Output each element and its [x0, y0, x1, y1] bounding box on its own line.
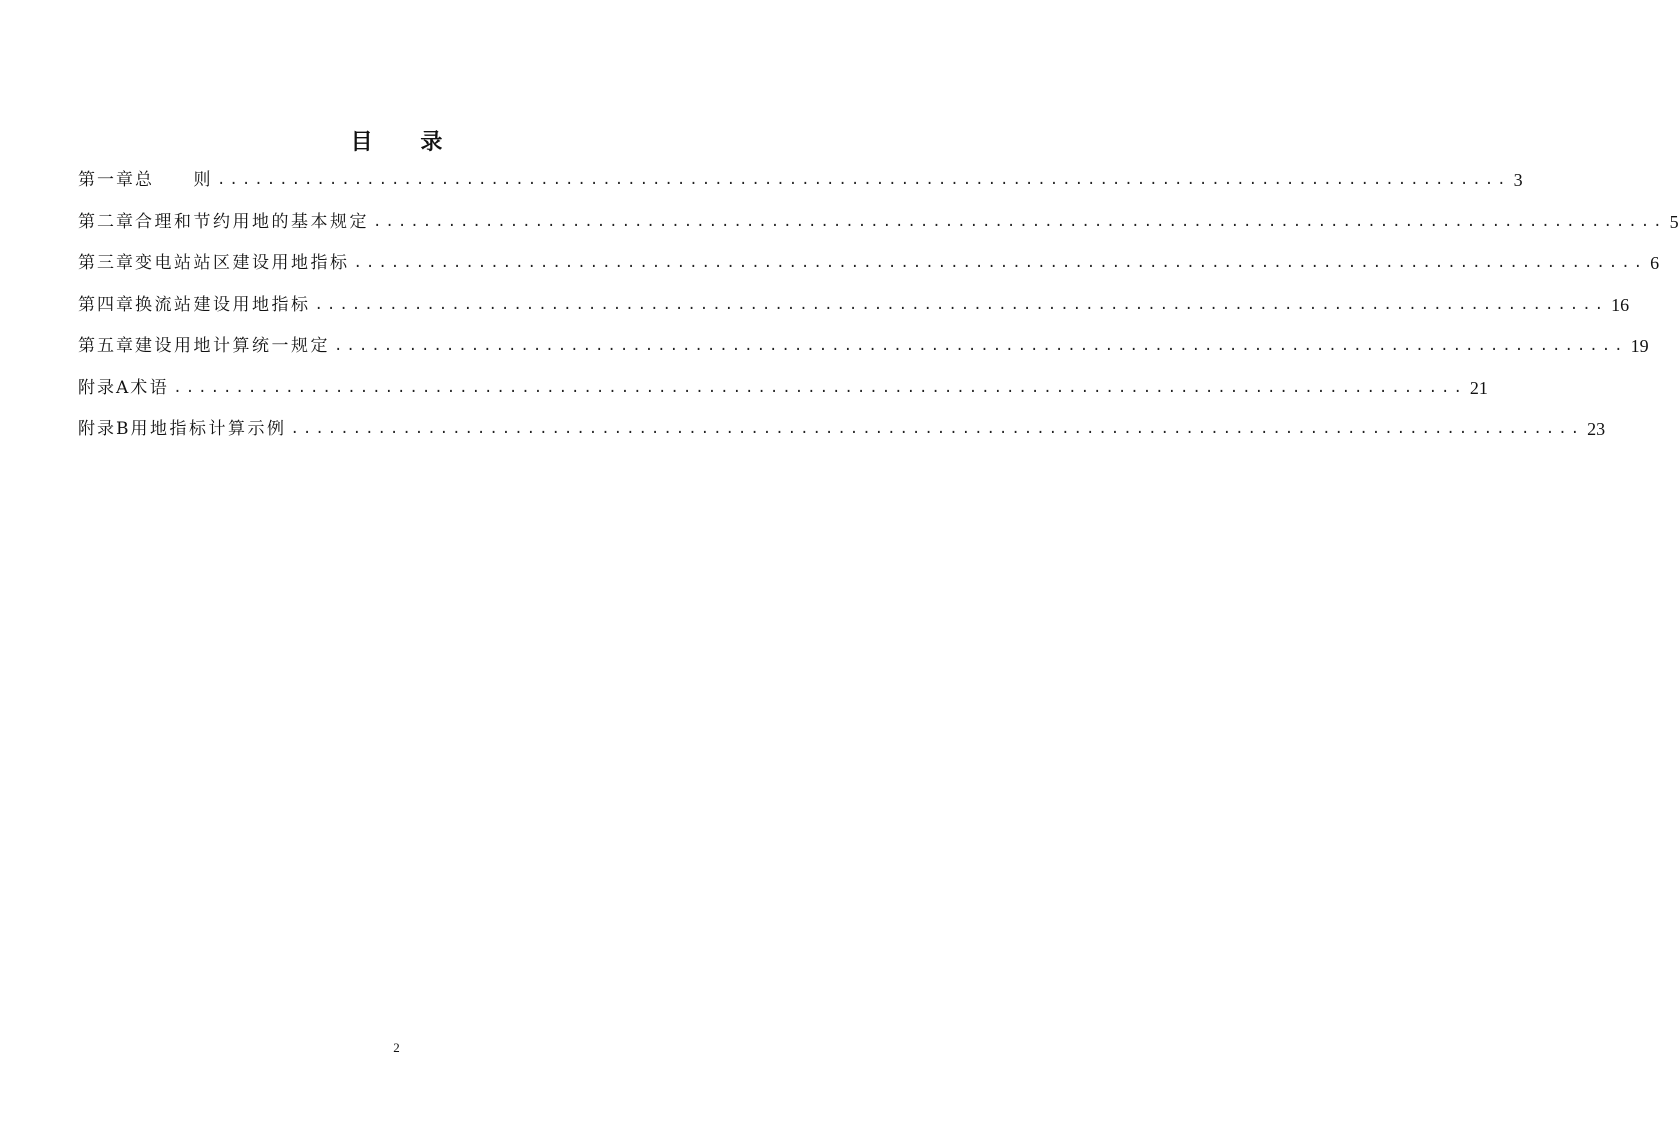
toc-chapter-label: 第四章	[78, 294, 135, 315]
toc-entry[interactable]	[78, 202, 1679, 244]
toc-chapter-label: 第五章	[78, 336, 135, 356]
toc-entry[interactable]	[78, 160, 1523, 202]
toc-page-number: 21	[1469, 377, 1488, 398]
toc-entry-title: 合理和节约用地的基本规定	[135, 211, 369, 232]
toc-entry[interactable]	[78, 326, 1649, 368]
toc-entry[interactable]	[78, 243, 1660, 285]
toc-entry-title: 变电站站区建设用地指标	[135, 253, 350, 273]
toc-leader-dots: ........................................................................................................	[353, 255, 1647, 271]
toc-page-number: 3	[1513, 170, 1523, 190]
toc-heading: 目 录	[350, 130, 463, 155]
table-of-contents	[78, 160, 1679, 451]
toc-entry-title: 用地指标计算示例	[130, 419, 287, 439]
page-number: 2	[393, 1040, 400, 1055]
toc-entry-title: 术语	[130, 377, 170, 398]
toc-chapter-label: 附录A	[78, 377, 131, 398]
toc-page-number: 6	[1650, 253, 1660, 273]
toc-entry-title: 建设用地计算统一规定	[135, 336, 330, 356]
toc-chapter-label: 第二章	[78, 211, 135, 232]
toc-entry-title: 总 则	[135, 170, 213, 190]
toc-page-number: 16	[1611, 294, 1630, 315]
toc-chapter-label: 第三章	[78, 253, 135, 273]
toc-leader-dots: ........................................................................................................	[334, 338, 1627, 354]
toc-leader-dots: ........................................................................................................	[373, 213, 1666, 230]
toc-page-number: 23	[1587, 419, 1606, 439]
toc-page-number: 19	[1630, 336, 1649, 356]
toc-entry[interactable]	[78, 409, 1606, 451]
toc-leader-dots: ........................................................................................................	[314, 296, 1608, 313]
toc-chapter-label: 附录B	[78, 419, 131, 439]
toc-entry[interactable]	[78, 368, 1488, 410]
toc-leader-dots: ........................................................................................................	[173, 379, 1466, 396]
toc-entry[interactable]	[78, 285, 1630, 327]
toc-page-number: 5	[1669, 211, 1679, 232]
toc-leader-dots: ........................................................................................................	[290, 421, 1584, 437]
toc-chapter-label: 第一章	[78, 170, 135, 190]
toc-entry-title: 换流站建设用地指标	[135, 294, 311, 315]
toc-leader-dots: ........................................................................................................	[217, 172, 1510, 188]
